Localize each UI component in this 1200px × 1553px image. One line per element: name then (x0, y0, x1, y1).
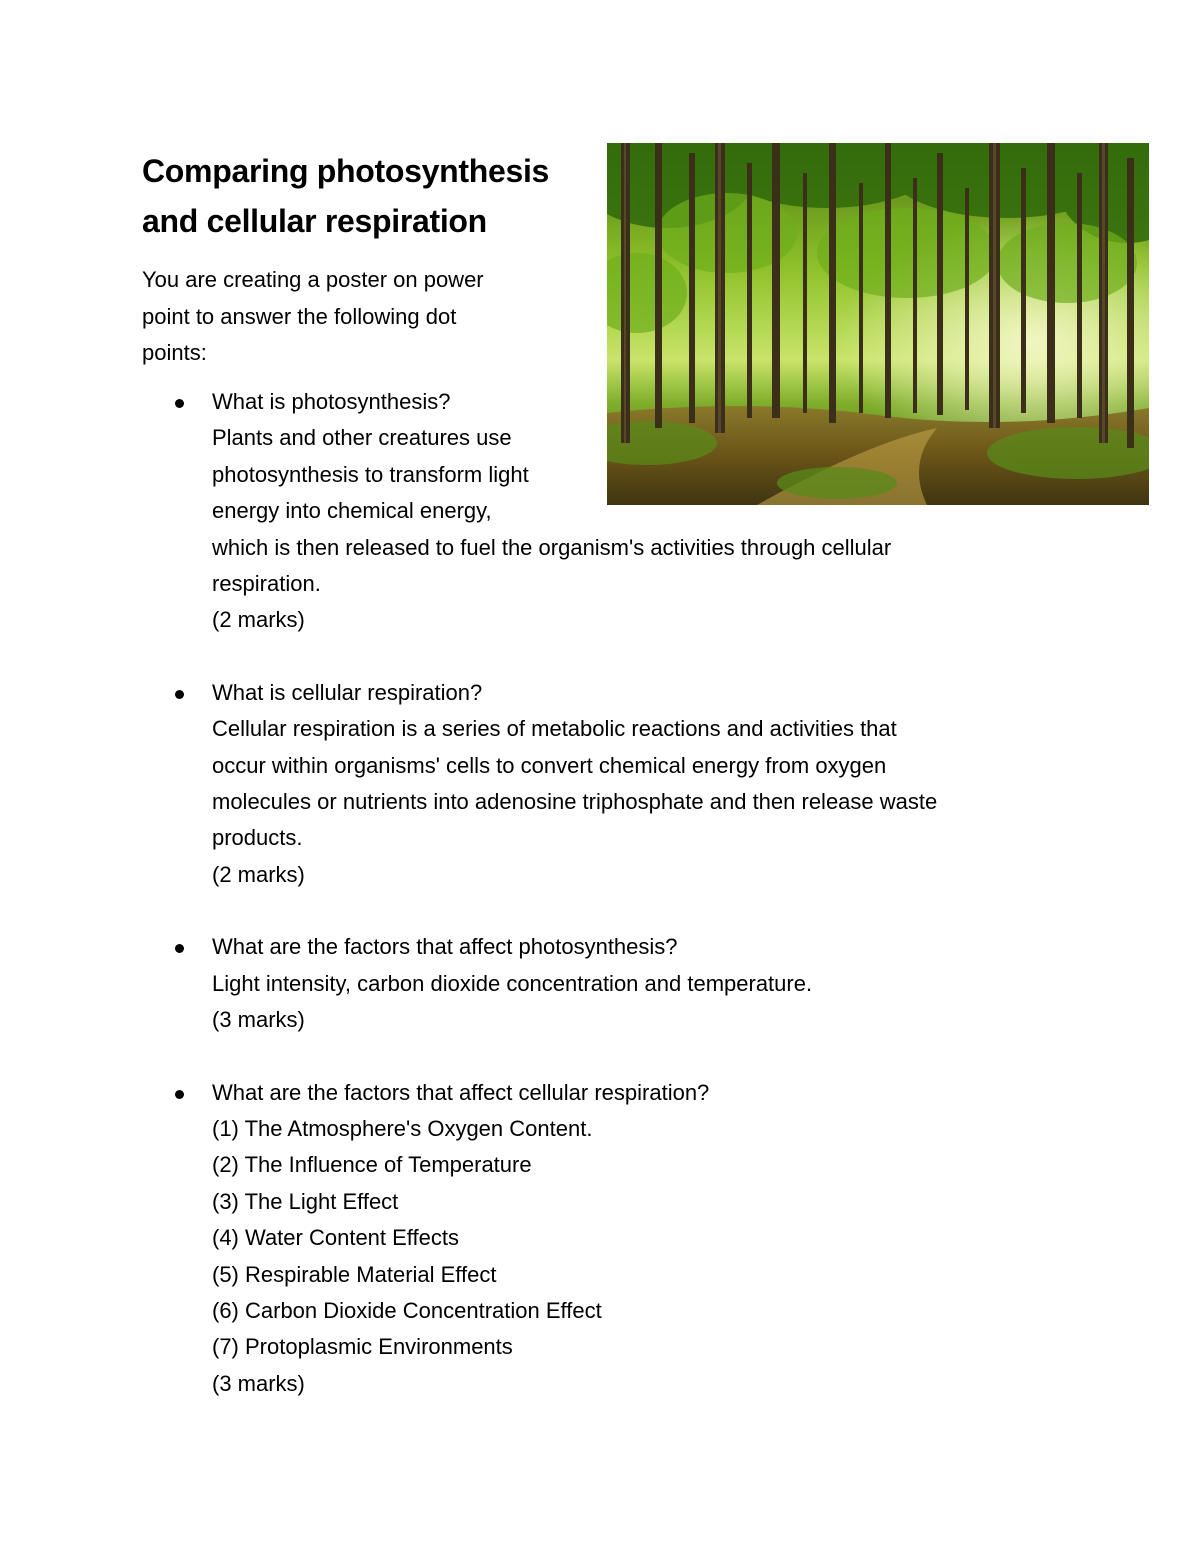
answer-line: energy into chemical energy, (212, 498, 492, 524)
answer-line: (1) The Atmosphere's Oxygen Content. (212, 1115, 593, 1141)
marks-text: (2 marks) (212, 861, 305, 887)
intro-line-1: You are creating a poster on power (142, 267, 484, 292)
bullet-icon (175, 944, 184, 953)
answer-line: (6) Carbon Dioxide Concentration Effect (212, 1297, 602, 1323)
marks-text: (3 marks) (212, 1007, 305, 1033)
marks-text: (2 marks) (212, 607, 305, 633)
answer-line: respiration. (212, 571, 321, 597)
questions-list (0, 384, 1200, 1402)
title-line-2: and cellular respiration (142, 203, 487, 239)
question-item (0, 675, 1200, 893)
question-item (0, 384, 1200, 639)
question-text: What are the factors that affect cellular respiration? (212, 1079, 710, 1105)
title-line-1: Comparing photosynthesis (142, 153, 550, 189)
answer-line: (3) The Light Effect (212, 1188, 399, 1214)
answer-line: (5) Respirable Material Effect (212, 1261, 497, 1287)
answer-line: Light intensity, carbon dioxide concentration and temperature. (212, 970, 813, 996)
answer-line: products. (212, 825, 303, 851)
question-item (0, 929, 1200, 1038)
intro-line-3: points: (142, 340, 207, 365)
answer-line: (2) The Influence of Temperature (212, 1152, 532, 1178)
spacer (0, 639, 1200, 675)
spacer (0, 893, 1200, 929)
answer-line: photosynthesis to transform light (212, 461, 529, 487)
question-text: What is cellular respiration? (212, 679, 483, 705)
intro-line-2: point to answer the following dot (142, 303, 457, 329)
answer-line: occur within organisms' cells to convert chemical energy from oxygen (212, 752, 887, 778)
bullet-icon (175, 399, 184, 408)
document-title (142, 146, 602, 246)
question-text: What is photosynthesis? (212, 389, 451, 414)
answer-line: molecules or nutrients into adenosine triphosphate and then release waste (212, 789, 938, 815)
question-item (0, 1075, 1200, 1403)
answer-line: Plants and other creatures use (212, 425, 512, 451)
answer-line: Cellular respiration is a series of metabolic reactions and activities that (212, 716, 897, 742)
answer-line: (7) Protoplasmic Environments (212, 1334, 513, 1360)
intro-paragraph (142, 262, 562, 372)
bullet-icon (175, 690, 184, 699)
answer-line: which is then released to fuel the organism's activities through cellular (212, 534, 892, 560)
question-text: What are the factors that affect photosynthesis? (212, 934, 678, 960)
marks-text: (3 marks) (212, 1370, 305, 1396)
spacer (0, 1039, 1200, 1075)
answer-line: (4) Water Content Effects (212, 1225, 459, 1251)
bullet-icon (175, 1090, 184, 1099)
